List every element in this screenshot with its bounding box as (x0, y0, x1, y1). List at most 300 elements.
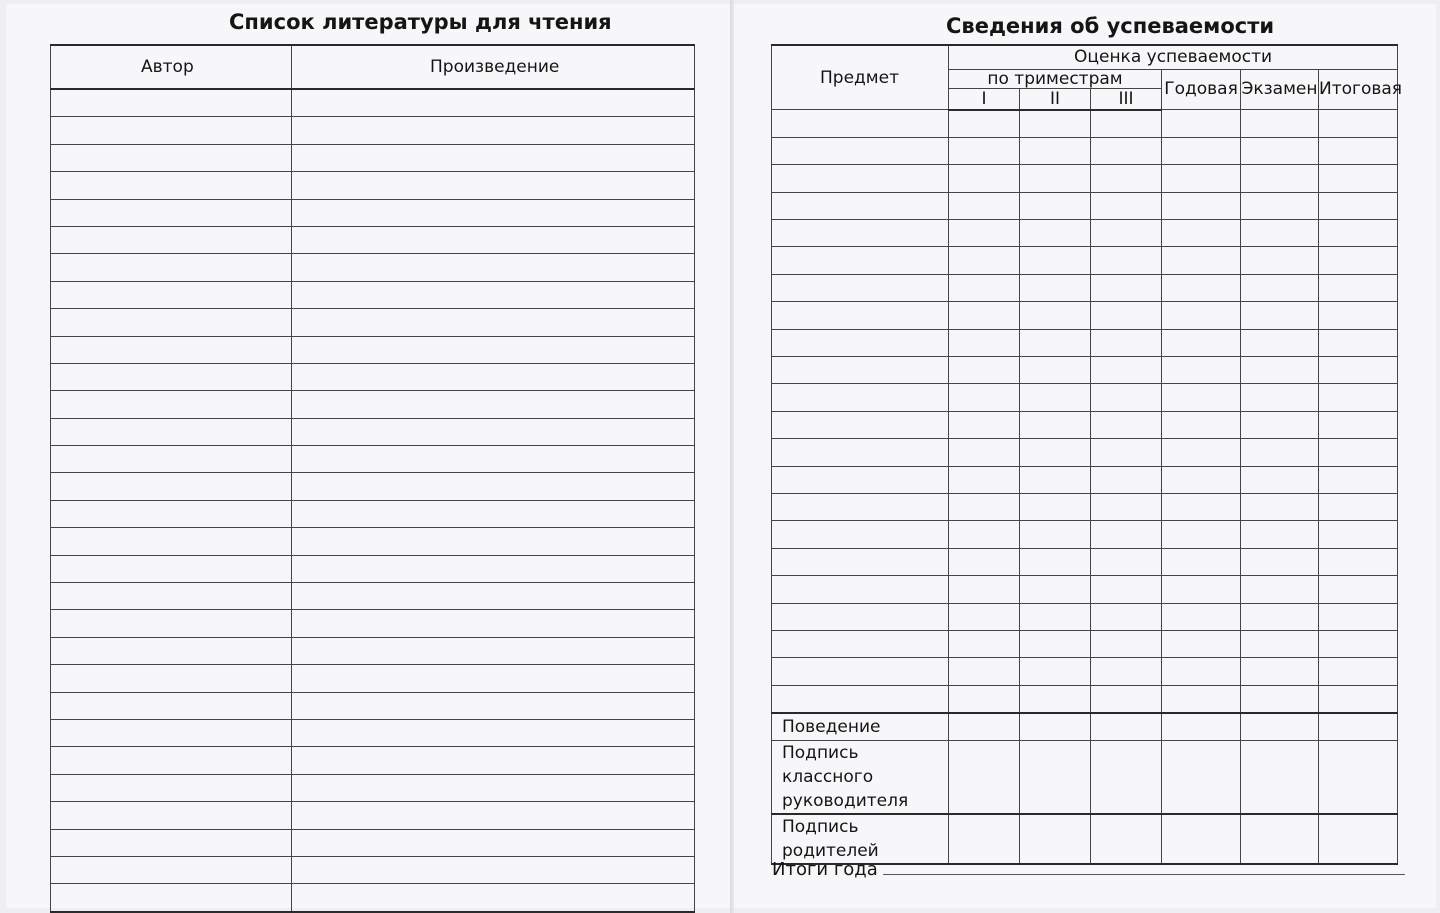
work-cell[interactable] (292, 226, 695, 253)
grade-cell[interactable] (1091, 274, 1162, 301)
author-cell[interactable] (51, 117, 292, 144)
reading-list-table (50, 44, 695, 913)
author-cell[interactable] (51, 719, 292, 746)
grade-cell[interactable] (949, 521, 1020, 548)
work-cell[interactable] (292, 418, 695, 445)
grade-cell[interactable] (1020, 247, 1091, 274)
author-cell[interactable] (51, 610, 292, 637)
signature-cell[interactable] (1319, 814, 1398, 864)
subject-row (772, 357, 1398, 384)
subject-cell[interactable] (772, 630, 949, 657)
grade-cell[interactable] (1091, 466, 1162, 493)
reading-list-body (51, 89, 695, 912)
grade-cell[interactable] (1319, 466, 1398, 493)
grade-cell[interactable] (1162, 603, 1241, 630)
author-column-header: Автор (51, 45, 292, 89)
grade-cell[interactable] (949, 576, 1020, 603)
reading-list-row (51, 500, 695, 527)
signature-cell[interactable] (1162, 741, 1241, 815)
grade-cell[interactable] (949, 685, 1020, 713)
reading-list-row (51, 884, 695, 912)
reading-list-row (51, 281, 695, 308)
grade-cell[interactable] (1241, 220, 1319, 247)
grade-cell[interactable] (1319, 576, 1398, 603)
reading-list-row (51, 446, 695, 473)
signature-cell[interactable] (1162, 814, 1241, 864)
grade-cell[interactable] (949, 411, 1020, 438)
grade-cell[interactable] (1020, 329, 1091, 356)
grade-cell[interactable] (1020, 685, 1091, 713)
author-cell[interactable] (51, 856, 292, 883)
grade-cell[interactable] (1319, 274, 1398, 301)
signature-cell[interactable] (1020, 741, 1091, 815)
grade-cell[interactable] (1020, 658, 1091, 685)
subject-row (772, 274, 1398, 301)
grade-cell[interactable] (1162, 466, 1241, 493)
author-cell[interactable] (51, 747, 292, 774)
author-cell[interactable] (51, 500, 292, 527)
work-cell[interactable] (292, 774, 695, 801)
signature-cell[interactable] (949, 814, 1020, 864)
grade-cell[interactable] (1241, 247, 1319, 274)
author-cell[interactable] (51, 254, 292, 281)
grade-cell[interactable] (1020, 603, 1091, 630)
work-cell[interactable] (292, 473, 695, 500)
grade-cell[interactable] (949, 493, 1020, 520)
work-cell[interactable] (292, 363, 695, 390)
grade-cell[interactable] (1319, 384, 1398, 411)
grade-cell[interactable] (1319, 220, 1398, 247)
grade-cell[interactable] (1162, 630, 1241, 657)
grade-cell[interactable] (1162, 658, 1241, 685)
author-cell[interactable] (51, 309, 292, 336)
subject-cell[interactable] (772, 302, 949, 329)
grade-cell[interactable] (1091, 411, 1162, 438)
grade-cell[interactable] (1241, 110, 1319, 138)
grade-cell[interactable] (1319, 329, 1398, 356)
grade-cell[interactable] (1319, 357, 1398, 384)
work-cell[interactable] (292, 802, 695, 829)
reading-list-row (51, 473, 695, 500)
grade-cell[interactable] (1241, 329, 1319, 356)
grade-cell[interactable] (1091, 630, 1162, 657)
grade-cell[interactable] (1162, 137, 1241, 164)
behavior-row (772, 713, 1398, 741)
grade-cell[interactable] (1162, 493, 1241, 520)
author-cell[interactable] (51, 172, 292, 199)
grade-cell[interactable] (1241, 302, 1319, 329)
grade-cell[interactable] (1241, 411, 1319, 438)
grade-cell[interactable] (1319, 411, 1398, 438)
grade-cell[interactable] (1020, 411, 1091, 438)
exam-column-header: Экзамен (1241, 69, 1319, 110)
grade-cell[interactable] (1241, 137, 1319, 164)
grade-cell[interactable] (1020, 521, 1091, 548)
work-cell[interactable] (292, 637, 695, 664)
work-cell[interactable] (292, 309, 695, 336)
work-cell[interactable] (292, 747, 695, 774)
grades-group-header: Оценка успеваемости (949, 45, 1398, 69)
grade-cell[interactable] (1241, 357, 1319, 384)
work-cell[interactable] (292, 856, 695, 883)
grade-cell[interactable] (1162, 713, 1241, 741)
subject-column-header: Предмет (772, 45, 949, 110)
subject-cell[interactable] (772, 110, 949, 138)
reading-list-row (51, 583, 695, 610)
author-cell[interactable] (51, 281, 292, 308)
grade-cell[interactable] (1319, 548, 1398, 575)
grade-cell[interactable] (1241, 658, 1319, 685)
grade-cell[interactable] (949, 329, 1020, 356)
grade-cell[interactable] (1162, 302, 1241, 329)
final-column-header: Итоговая (1319, 69, 1398, 110)
grade-cell[interactable] (1091, 137, 1162, 164)
grades-body (772, 110, 1398, 714)
reading-list-row (51, 856, 695, 883)
subject-row (772, 685, 1398, 713)
subject-row (772, 411, 1398, 438)
reading-list-row (51, 391, 695, 418)
work-cell[interactable] (292, 719, 695, 746)
parents-signature-row (772, 814, 1398, 864)
grade-cell[interactable] (1241, 384, 1319, 411)
grade-cell[interactable] (949, 384, 1020, 411)
author-cell[interactable] (51, 199, 292, 226)
subject-cell[interactable] (772, 576, 949, 603)
grade-cell[interactable] (1319, 521, 1398, 548)
year-summary-label: Итоги года (772, 859, 878, 880)
grade-cell[interactable] (1319, 603, 1398, 630)
grade-cell[interactable] (949, 137, 1020, 164)
subject-row (772, 493, 1398, 520)
grade-cell[interactable] (1319, 165, 1398, 192)
grade-cell[interactable] (1162, 329, 1241, 356)
grade-cell[interactable] (1020, 466, 1091, 493)
grade-cell[interactable] (1162, 576, 1241, 603)
grade-cell[interactable] (1162, 411, 1241, 438)
author-cell[interactable] (51, 637, 292, 664)
subject-row (772, 384, 1398, 411)
grade-cell[interactable] (1319, 192, 1398, 219)
grade-cell[interactable] (1020, 302, 1091, 329)
reading-list-row (51, 774, 695, 801)
author-cell[interactable] (51, 473, 292, 500)
grade-cell[interactable] (1091, 439, 1162, 466)
grade-cell[interactable] (949, 439, 1020, 466)
reading-list-row (51, 226, 695, 253)
grade-cell[interactable] (1162, 247, 1241, 274)
subject-cell[interactable] (772, 247, 949, 274)
grade-cell[interactable] (1241, 603, 1319, 630)
subject-row (772, 137, 1398, 164)
author-cell[interactable] (51, 555, 292, 582)
subject-cell[interactable] (772, 384, 949, 411)
teacher-signature-line2: руководителя (782, 791, 909, 812)
grade-cell[interactable] (949, 192, 1020, 219)
subject-row (772, 521, 1398, 548)
reading-list-row (51, 637, 695, 664)
grade-cell[interactable] (1091, 384, 1162, 411)
reading-list-row (51, 610, 695, 637)
subject-cell[interactable] (772, 521, 949, 548)
grade-cell[interactable] (949, 165, 1020, 192)
signature-cell[interactable] (1091, 741, 1162, 815)
work-cell[interactable] (292, 829, 695, 856)
grade-cell[interactable] (1162, 357, 1241, 384)
grade-cell[interactable] (1162, 685, 1241, 713)
grade-cell[interactable] (1091, 548, 1162, 575)
grade-cell[interactable] (1241, 439, 1319, 466)
author-cell[interactable] (51, 528, 292, 555)
author-cell[interactable] (51, 583, 292, 610)
grade-cell[interactable] (949, 247, 1020, 274)
grade-cell[interactable] (1319, 137, 1398, 164)
grade-cell[interactable] (1241, 548, 1319, 575)
subject-cell[interactable] (772, 357, 949, 384)
grade-cell[interactable] (1020, 165, 1091, 192)
parents-signature-label: Подпись родителей (772, 814, 949, 864)
author-cell[interactable] (51, 829, 292, 856)
author-cell[interactable] (51, 774, 292, 801)
work-cell[interactable] (292, 884, 695, 912)
author-cell[interactable] (51, 692, 292, 719)
grade-cell[interactable] (949, 548, 1020, 575)
subject-cell[interactable] (772, 603, 949, 630)
subject-row (772, 603, 1398, 630)
author-cell[interactable] (51, 446, 292, 473)
grade-cell[interactable] (1091, 521, 1162, 548)
signature-cell[interactable] (1241, 814, 1319, 864)
reading-list-row (51, 254, 695, 281)
reading-list-row (51, 199, 695, 226)
subject-row (772, 110, 1398, 138)
grade-cell[interactable] (949, 658, 1020, 685)
grade-cell[interactable] (1162, 384, 1241, 411)
reading-list-row (51, 144, 695, 171)
work-cell[interactable] (292, 446, 695, 473)
signature-cell[interactable] (1091, 814, 1162, 864)
teacher-signature-label (772, 741, 949, 815)
grade-cell[interactable] (949, 302, 1020, 329)
signature-cell[interactable] (1319, 741, 1398, 815)
grade-cell[interactable] (1091, 493, 1162, 520)
grade-cell[interactable] (1091, 302, 1162, 329)
grade-cell[interactable] (1241, 274, 1319, 301)
subject-row (772, 439, 1398, 466)
work-cell[interactable] (292, 199, 695, 226)
work-cell[interactable] (292, 692, 695, 719)
subject-cell[interactable] (772, 493, 949, 520)
author-cell[interactable] (51, 226, 292, 253)
grade-cell[interactable] (1319, 630, 1398, 657)
subject-row (772, 247, 1398, 274)
author-cell[interactable] (51, 884, 292, 912)
work-cell[interactable] (292, 144, 695, 171)
grade-cell[interactable] (1319, 493, 1398, 520)
grade-cell[interactable] (1319, 658, 1398, 685)
subject-cell[interactable] (772, 220, 949, 247)
trimester-3-header: III (1091, 88, 1162, 110)
grade-cell[interactable] (1091, 165, 1162, 192)
grade-cell[interactable] (1162, 521, 1241, 548)
grade-cell[interactable] (1241, 713, 1319, 741)
subject-row (772, 658, 1398, 685)
author-cell[interactable] (51, 144, 292, 171)
year-summary-line[interactable] (883, 874, 1405, 875)
grade-cell[interactable] (1241, 192, 1319, 219)
author-cell[interactable] (51, 363, 292, 390)
grade-cell[interactable] (1091, 658, 1162, 685)
grade-cell[interactable] (1319, 439, 1398, 466)
trimester-1-header: I (949, 88, 1020, 110)
grade-cell[interactable] (1091, 713, 1162, 741)
work-cell[interactable] (292, 281, 695, 308)
work-cell[interactable] (292, 117, 695, 144)
work-cell[interactable] (292, 583, 695, 610)
author-cell[interactable] (51, 665, 292, 692)
work-cell[interactable] (292, 391, 695, 418)
grade-cell[interactable] (1162, 274, 1241, 301)
subject-cell[interactable] (772, 411, 949, 438)
grade-cell[interactable] (1091, 247, 1162, 274)
behavior-label: Поведение (772, 713, 949, 741)
grade-cell[interactable] (1091, 110, 1162, 138)
work-column-header: Произведение (292, 45, 695, 89)
reading-list-row (51, 309, 695, 336)
subject-cell[interactable] (772, 192, 949, 219)
grade-cell[interactable] (1241, 685, 1319, 713)
author-cell[interactable] (51, 418, 292, 445)
grade-cell[interactable] (1319, 302, 1398, 329)
grade-cell[interactable] (949, 274, 1020, 301)
subject-row (772, 548, 1398, 575)
work-cell[interactable] (292, 665, 695, 692)
grade-cell[interactable] (1241, 521, 1319, 548)
grade-cell[interactable] (949, 110, 1020, 138)
work-cell[interactable] (292, 555, 695, 582)
work-cell[interactable] (292, 336, 695, 363)
reading-list-row (51, 747, 695, 774)
subject-cell[interactable] (772, 274, 949, 301)
page-gutter (730, 0, 734, 913)
teacher-signature-line1: Подпись классного (782, 743, 874, 788)
grade-cell[interactable] (1091, 603, 1162, 630)
grade-cell[interactable] (1020, 548, 1091, 575)
grade-cell[interactable] (1091, 192, 1162, 219)
grade-cell[interactable] (1241, 165, 1319, 192)
grade-cell[interactable] (1162, 192, 1241, 219)
grade-cell[interactable] (1091, 329, 1162, 356)
grade-cell[interactable] (1162, 439, 1241, 466)
grade-cell[interactable] (1020, 137, 1091, 164)
grade-cell[interactable] (1162, 110, 1241, 138)
grade-cell[interactable] (1319, 247, 1398, 274)
subject-row (772, 302, 1398, 329)
grade-cell[interactable] (1162, 220, 1241, 247)
subject-row (772, 630, 1398, 657)
work-cell[interactable] (292, 610, 695, 637)
grade-cell[interactable] (1020, 274, 1091, 301)
grade-cell[interactable] (1091, 685, 1162, 713)
grade-cell[interactable] (949, 713, 1020, 741)
grade-cell[interactable] (1091, 576, 1162, 603)
grade-cell[interactable] (1241, 630, 1319, 657)
subject-cell[interactable] (772, 548, 949, 575)
grade-cell[interactable] (1020, 439, 1091, 466)
reading-list-row (51, 665, 695, 692)
grade-cell[interactable] (949, 603, 1020, 630)
grade-cell[interactable] (1091, 357, 1162, 384)
signature-cell[interactable] (1020, 814, 1091, 864)
author-cell[interactable] (51, 802, 292, 829)
author-cell[interactable] (51, 336, 292, 363)
work-cell[interactable] (292, 89, 695, 117)
grade-cell[interactable] (1319, 713, 1398, 741)
subject-row (772, 466, 1398, 493)
grade-cell[interactable] (949, 357, 1020, 384)
reading-list-row (51, 719, 695, 746)
grade-cell[interactable] (1020, 357, 1091, 384)
grades-table (771, 44, 1403, 865)
subject-cell[interactable] (772, 329, 949, 356)
subject-cell[interactable] (772, 658, 949, 685)
signature-cell[interactable] (1241, 741, 1319, 815)
trimester-2-header: II (1020, 88, 1091, 110)
author-cell[interactable] (51, 391, 292, 418)
grade-cell[interactable] (949, 630, 1020, 657)
subject-cell[interactable] (772, 685, 949, 713)
grade-cell[interactable] (1020, 220, 1091, 247)
grade-cell[interactable] (1319, 685, 1398, 713)
reading-list-row (51, 692, 695, 719)
grade-cell[interactable] (1020, 630, 1091, 657)
grade-cell[interactable] (1241, 493, 1319, 520)
reading-list-title: Список литературы для чтения (229, 10, 612, 34)
grade-cell[interactable] (1020, 192, 1091, 219)
subject-cell[interactable] (772, 439, 949, 466)
grade-cell[interactable] (1020, 110, 1091, 138)
grade-cell[interactable] (1162, 548, 1241, 575)
grade-cell[interactable] (1020, 493, 1091, 520)
work-cell[interactable] (292, 172, 695, 199)
subject-cell[interactable] (772, 466, 949, 493)
author-cell[interactable] (51, 89, 292, 117)
grade-cell[interactable] (949, 220, 1020, 247)
subject-cell[interactable] (772, 165, 949, 192)
grade-cell[interactable] (1241, 466, 1319, 493)
grade-cell[interactable] (949, 466, 1020, 493)
grade-cell[interactable] (1020, 576, 1091, 603)
annual-column-header: Годовая (1162, 69, 1241, 110)
reading-list-row (51, 829, 695, 856)
grade-cell[interactable] (1020, 384, 1091, 411)
grade-cell[interactable] (1162, 165, 1241, 192)
signature-cell[interactable] (949, 741, 1020, 815)
grade-cell[interactable] (1319, 110, 1398, 138)
subject-cell[interactable] (772, 137, 949, 164)
work-cell[interactable] (292, 500, 695, 527)
teacher-signature-row (772, 741, 1398, 815)
reading-list-row (51, 802, 695, 829)
reading-list-row (51, 555, 695, 582)
reading-list-row (51, 172, 695, 199)
reading-list-row (51, 418, 695, 445)
grade-cell[interactable] (1241, 576, 1319, 603)
grade-cell[interactable] (1091, 220, 1162, 247)
work-cell[interactable] (292, 254, 695, 281)
grade-cell[interactable] (1020, 713, 1091, 741)
work-cell[interactable] (292, 528, 695, 555)
